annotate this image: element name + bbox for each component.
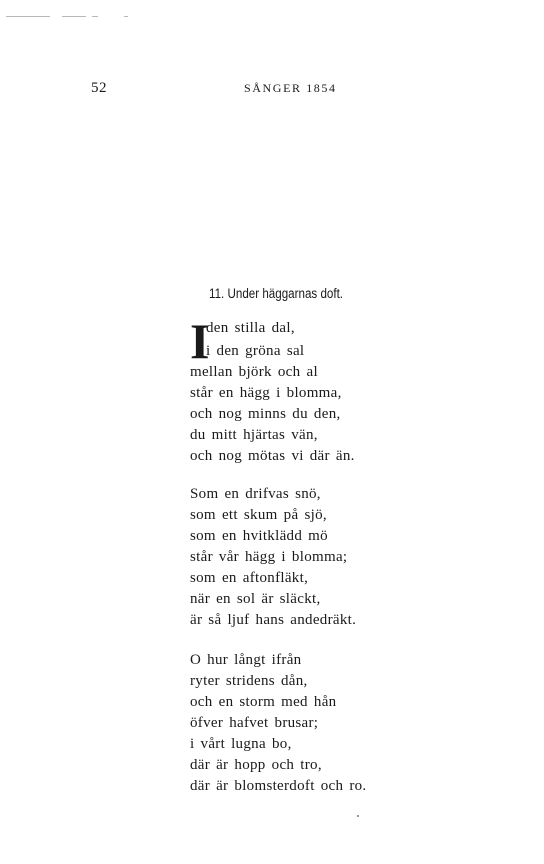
poem-line: öfver hafvet brusar; [190,715,319,731]
running-head: SÅNGER 1854 [244,81,337,95]
poem-line: där är hopp och tro, [190,757,322,773]
poem-line: O hur långt ifrån [190,652,302,668]
poem-line: du mitt hjärtas vän, [190,427,318,443]
scan-artifact-line [62,16,86,17]
poem-line: mellan björk och al [190,364,318,380]
poem-line: i vårt lugna bo, [190,736,292,752]
poem-line: i den gröna sal [206,343,305,359]
poem-line: ryter stridens dån, [190,673,308,689]
scan-artifact-line [6,16,50,17]
poem-line: som en aftonfläkt, [190,570,309,586]
poem-line: Som en drifvas snö, [190,486,321,502]
poem-line: står en hägg i blomma, [190,385,342,401]
page-number: 52 [91,80,107,96]
drop-cap: I [190,313,210,369]
poem-line: är så ljuf hans andedräkt. [190,612,357,628]
scan-speck [357,815,359,817]
poem-line: som en hvitklädd mö [190,528,328,544]
poem-title: 11. Under häggarnas doft. [209,286,344,301]
poem-line: och nog mötas vi där än. [190,448,355,464]
poem-line: där är blomsterdoft och ro. [190,778,367,794]
scan-artifact-line [124,16,128,17]
poem-line: och nog minns du den, [190,406,341,422]
poem-line: står vår hägg i blomma; [190,549,348,565]
poem-line: som ett skum på sjö, [190,507,327,523]
poem-line: den stilla dal, [206,320,295,336]
poem-line: och en storm med hån [190,694,337,710]
scan-artifact-line [92,16,98,17]
poem-line: när en sol är släckt, [190,591,321,607]
